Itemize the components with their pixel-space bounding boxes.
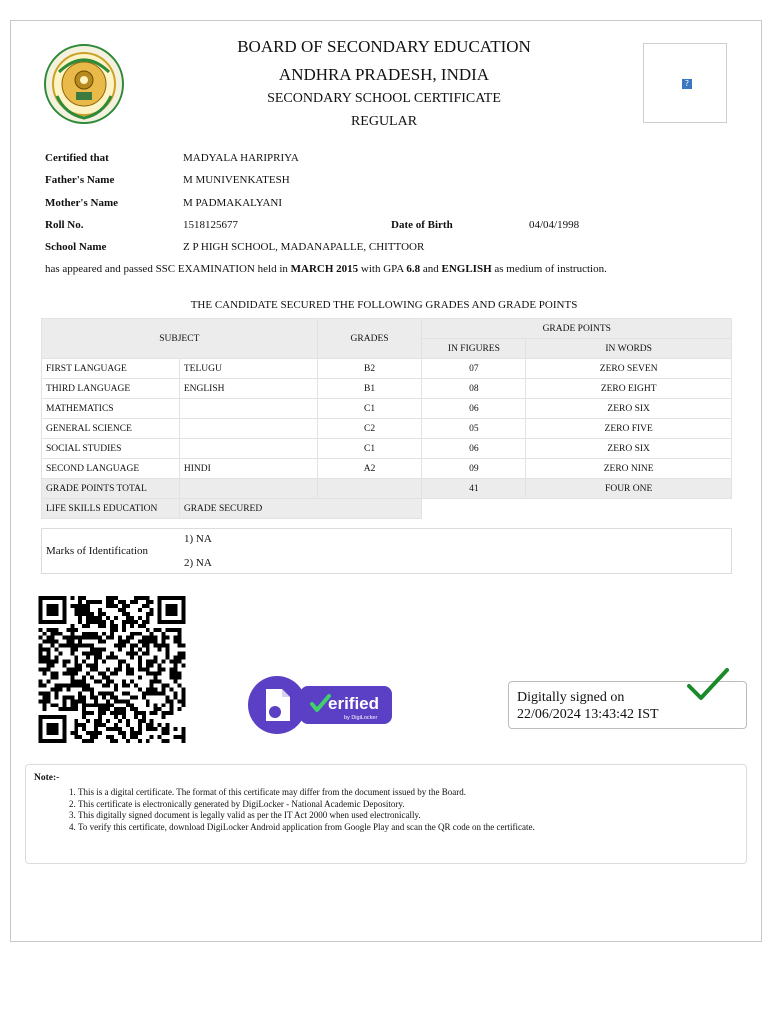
dob-value: 04/04/1998 bbox=[529, 219, 580, 231]
subject-cell: THIRD LANGUAGE bbox=[42, 379, 180, 399]
figures-cell: 06 bbox=[422, 399, 526, 419]
qr-code[interactable] bbox=[34, 596, 190, 743]
total-empty-cell bbox=[317, 479, 422, 499]
qr-modules bbox=[39, 596, 186, 743]
subject-cell: SECOND LANGUAGE bbox=[42, 459, 180, 479]
note-item: 2. This certificate is electronically generated by DigiLocker - National Academic Depository. bbox=[78, 799, 535, 811]
grade-cell: B1 bbox=[317, 379, 422, 399]
signed-timestamp: 22/06/2024 13:43:42 IST bbox=[517, 707, 659, 722]
words-cell: ZERO EIGHT bbox=[526, 379, 732, 399]
roll-number: 1518125677 bbox=[183, 219, 238, 231]
subject-cell: SOCIAL STUDIES bbox=[42, 439, 180, 459]
marks-label: Marks of Identification bbox=[46, 545, 149, 557]
mother-label: Mother's Name bbox=[45, 197, 119, 209]
language-cell: ENGLISH bbox=[179, 379, 317, 399]
words-cell: ZERO SIX bbox=[526, 399, 732, 419]
figures-cell: 05 bbox=[422, 419, 526, 439]
in-words-header: IN WORDS bbox=[526, 339, 732, 359]
grade-cell: C1 bbox=[317, 399, 422, 419]
figures-cell: 08 bbox=[422, 379, 526, 399]
figures-cell: 09 bbox=[422, 459, 526, 479]
figures-cell: 07 bbox=[422, 359, 526, 379]
words-cell: ZERO FIVE bbox=[526, 419, 732, 439]
total-words: FOUR ONE bbox=[526, 479, 732, 499]
mark-item-2: 2) NA bbox=[184, 557, 212, 569]
note-item: 4. To verify this certificate, download DigiLocker Android application from Google Play and scan the QR code on the certificate. bbox=[78, 822, 535, 834]
table-row bbox=[42, 359, 732, 379]
words-cell: ZERO SEVEN bbox=[526, 359, 732, 379]
pass-text-and: and bbox=[420, 263, 442, 275]
grades-title: THE CANDIDATE SECURED THE FOLLOWING GRADES AND GRADE POINTS bbox=[190, 299, 578, 311]
board-title: BOARD OF SECONDARY EDUCATION bbox=[237, 37, 531, 56]
life-skills-label: LIFE SKILLS EDUCATION bbox=[42, 499, 180, 519]
table-row bbox=[42, 399, 732, 419]
school-label: School Name bbox=[45, 241, 107, 253]
life-skills-empty bbox=[422, 499, 732, 519]
total-row bbox=[42, 479, 732, 499]
note-item: 1. This is a digital certificate. The format of this certificate may differ from the document issued by the Board. bbox=[78, 787, 535, 799]
life-skills-value: GRADE SECURED bbox=[179, 499, 422, 519]
badge-text: erified bbox=[328, 694, 380, 713]
note-box bbox=[25, 764, 747, 864]
words-cell: ZERO NINE bbox=[526, 459, 732, 479]
state-title: ANDHRA PRADESH, INDIA bbox=[278, 65, 490, 84]
grade-points-header: GRADE POINTS bbox=[422, 319, 732, 339]
signature-text bbox=[517, 689, 659, 723]
grades-header-row bbox=[42, 319, 732, 339]
figures-cell: 06 bbox=[422, 439, 526, 459]
mother-name: M PADMAKALYANI bbox=[183, 197, 283, 209]
mark-item-1: 1) NA bbox=[184, 533, 212, 545]
grade-cell: A2 bbox=[317, 459, 422, 479]
total-empty-cell bbox=[179, 479, 317, 499]
grade-cell: C1 bbox=[317, 439, 422, 459]
digital-signature-box bbox=[508, 681, 747, 729]
grades-header: GRADES bbox=[317, 319, 422, 359]
table-row bbox=[42, 419, 732, 439]
grade-cell: B2 bbox=[317, 359, 422, 379]
note-item: 3. This digitally signed document is legally valid as per the IT Act 2000 when used electronically. bbox=[78, 810, 535, 822]
certified-label: Certified that bbox=[45, 152, 109, 164]
note-list bbox=[38, 787, 535, 833]
in-figures-header: IN FIGURES bbox=[422, 339, 526, 359]
roll-label: Roll No. bbox=[45, 219, 84, 231]
candidate-name: MADYALA HARIPRIYA bbox=[183, 152, 299, 164]
medium-value: ENGLISH bbox=[441, 263, 492, 275]
words-cell: ZERO SIX bbox=[526, 439, 732, 459]
note-title: Note:- bbox=[34, 773, 60, 783]
signed-on-label: Digitally signed on bbox=[517, 690, 625, 705]
language-cell bbox=[179, 439, 317, 459]
pass-statement bbox=[45, 263, 607, 275]
language-cell bbox=[179, 419, 317, 439]
grades-table bbox=[41, 318, 732, 519]
language-cell: TELUGU bbox=[179, 359, 317, 379]
certificate-type: REGULAR bbox=[350, 114, 418, 129]
pass-text-post: as medium of instruction. bbox=[491, 263, 607, 275]
marks-of-identification-box bbox=[41, 528, 732, 574]
subject-cell: MATHEMATICS bbox=[42, 399, 180, 419]
life-skills-row bbox=[42, 499, 732, 519]
table-row bbox=[42, 379, 732, 399]
photo-box bbox=[643, 43, 727, 123]
pass-text-pre: has appeared and passed SSC EXAMINATION held in bbox=[45, 263, 291, 275]
total-figures: 41 bbox=[422, 479, 526, 499]
father-label: Father's Name bbox=[45, 174, 115, 186]
pass-text-mid: with GPA bbox=[358, 263, 407, 275]
table-row bbox=[42, 439, 732, 459]
certificate-title: SECONDARY SCHOOL CERTIFICATE bbox=[267, 91, 501, 106]
gpa-value: 6.8 bbox=[406, 263, 421, 275]
table-row bbox=[42, 459, 732, 479]
badge-subtext: by DigiLocker bbox=[344, 715, 378, 721]
school-name: Z P HIGH SCHOOL, MADANAPALLE, CHITTOOR bbox=[183, 241, 425, 253]
language-cell: HINDI bbox=[179, 459, 317, 479]
father-name: M MUNIVENKATESH bbox=[183, 174, 290, 186]
subject-header: SUBJECT bbox=[42, 319, 318, 359]
digilocker-verified-badge bbox=[248, 676, 392, 734]
subject-cell: FIRST LANGUAGE bbox=[42, 359, 180, 379]
dob-label: Date of Birth bbox=[391, 219, 453, 231]
total-label: GRADE POINTS TOTAL bbox=[42, 479, 180, 499]
broken-image-icon: ? bbox=[682, 79, 692, 89]
exam-month: MARCH 2015 bbox=[290, 263, 359, 275]
subject-cell: GENERAL SCIENCE bbox=[42, 419, 180, 439]
language-cell bbox=[179, 399, 317, 419]
grade-cell: C2 bbox=[317, 419, 422, 439]
checkmark-icon bbox=[687, 668, 729, 702]
